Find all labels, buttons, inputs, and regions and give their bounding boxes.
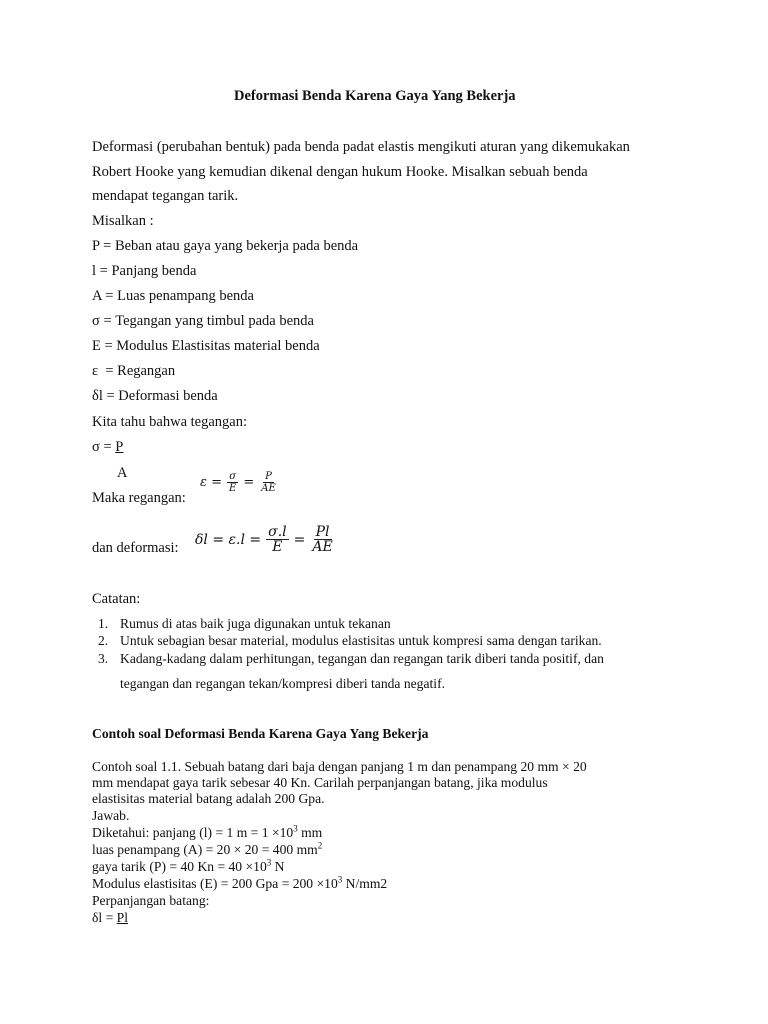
deformation-fraction-1 — [266, 525, 288, 554]
intro-line-1: Deformasi (perubahan bentuk) pada benda padat elastis mengikuti aturan yang dikemukakan — [92, 139, 630, 155]
known-length-unit: mm — [297, 825, 323, 840]
known-modulus-unit: N/mm2 — [342, 876, 388, 891]
stress-numerator: P — [115, 439, 124, 455]
note-text: Untuk sebagian besar material, modulus elastisitas untuk kompresi sama dengan tarikan. — [120, 633, 602, 648]
definition-item: σ = Tegangan yang timbul pada benda — [92, 313, 314, 329]
definition-item: ε = Regangan — [92, 363, 176, 379]
known-area-text: luas penampang (A) = 20 × 20 = 400 mm — [92, 842, 318, 857]
stress-intro: Kita tahu bahwa tegangan: — [92, 414, 248, 430]
known-length-exp: 3 — [293, 823, 298, 834]
answer-label: Jawab. — [92, 808, 130, 823]
known-area — [92, 842, 322, 858]
deformation-f1-den: E — [272, 539, 283, 555]
strain-f1-num: σ — [229, 471, 237, 482]
note-number: 3. — [98, 651, 109, 666]
known-force — [92, 859, 285, 875]
example-line-1: Contoh soal 1.1. Sebuah batang dari baja dengan panjang 1 m dan penampang 20 mm × 20 — [92, 759, 587, 774]
known-length — [92, 825, 322, 841]
known-force-unit: N — [271, 859, 285, 874]
deformation-f1-num: σ.l — [268, 524, 287, 540]
elongation-label: Perpanjangan batang: — [92, 893, 210, 908]
known-length-text: Diketahui: panjang (l) = 1 m = 1 ×10 — [92, 825, 294, 840]
definition-item: l = Panjang benda — [92, 263, 197, 279]
note-number: 1. — [98, 616, 109, 631]
deformation-formula — [195, 525, 337, 554]
intro-line-2: Robert Hooke yang kemudian dikenal dengan hukum Hooke. Misalkan sebuah benda — [92, 164, 588, 180]
misalkan-label: Misalkan : — [92, 213, 154, 229]
example-heading: Contoh soal Deformasi Benda Karena Gaya Yang Bekerja — [92, 726, 429, 741]
strain-fraction-1 — [227, 471, 238, 494]
note-text: Rumus di atas baik juga digunakan untuk tekanan — [120, 616, 391, 631]
strain-f2-den: AE — [261, 483, 276, 494]
known-modulus-text: Modulus elastisitas (E) = 200 Gpa = 200 ×10 — [92, 876, 338, 891]
known-modulus — [92, 876, 387, 892]
final-lhs: δl = — [92, 910, 117, 925]
deformation-f2-den: AE — [312, 539, 333, 555]
definition-item: A = Luas penampang benda — [92, 288, 254, 304]
final-numerator: Pl — [116, 910, 128, 925]
strain-eq: = — [243, 475, 255, 490]
stress-denominator: A — [117, 465, 128, 481]
definition-item: δl = Deformasi benda — [92, 388, 218, 404]
strain-fraction-2 — [259, 471, 278, 494]
known-area-exp: 2 — [317, 840, 323, 851]
example-line-3: elastisitas material batang adalah 200 Gpa. — [92, 791, 325, 806]
strain-f1-den: E — [229, 483, 237, 494]
stress-lhs: σ = — [92, 439, 116, 455]
strain-label: Maka regangan: — [92, 490, 186, 506]
definition-item: P = Beban atau gaya yang bekerja pada benda — [92, 238, 359, 254]
deformation-eq: = — [293, 531, 306, 548]
strain-lhs: ε = — [200, 475, 223, 490]
page-title: Deformasi Benda Karena Gaya Yang Bekerja — [234, 88, 516, 104]
known-force-text: gaya tarik (P) = 40 Kn = 40 ×10 — [92, 859, 267, 874]
deformation-fraction-2 — [310, 525, 334, 554]
example-line-2: mm mendapat gaya tarik sebesar 40 Kn. Carilah perpanjangan batang, jika modulus — [92, 775, 548, 790]
deformation-f2-num: Pl — [315, 524, 330, 540]
known-modulus-exp: 3 — [337, 874, 343, 885]
definition-item: E = Modulus Elastisitas material benda — [92, 338, 320, 354]
note-text: Kadang-kadang dalam perhitungan, tegangan dan regangan tarik diberi tanda positif, dan — [120, 651, 604, 666]
note-text-continued: tegangan dan regangan tekan/kompresi diberi tanda negatif. — [120, 676, 445, 691]
note-number: 2. — [98, 633, 109, 648]
strain-formula — [200, 471, 280, 494]
stress-formula — [92, 439, 123, 456]
strain-f2-num: P — [265, 471, 272, 482]
deformation-label: dan deformasi: — [92, 540, 179, 556]
intro-line-3: mendapat tegangan tarik. — [92, 188, 239, 204]
final-formula — [92, 910, 128, 926]
notes-label: Catatan: — [92, 591, 141, 607]
known-force-exp: 3 — [266, 857, 272, 868]
deformation-lhs: δl = ε.l = — [195, 531, 262, 548]
